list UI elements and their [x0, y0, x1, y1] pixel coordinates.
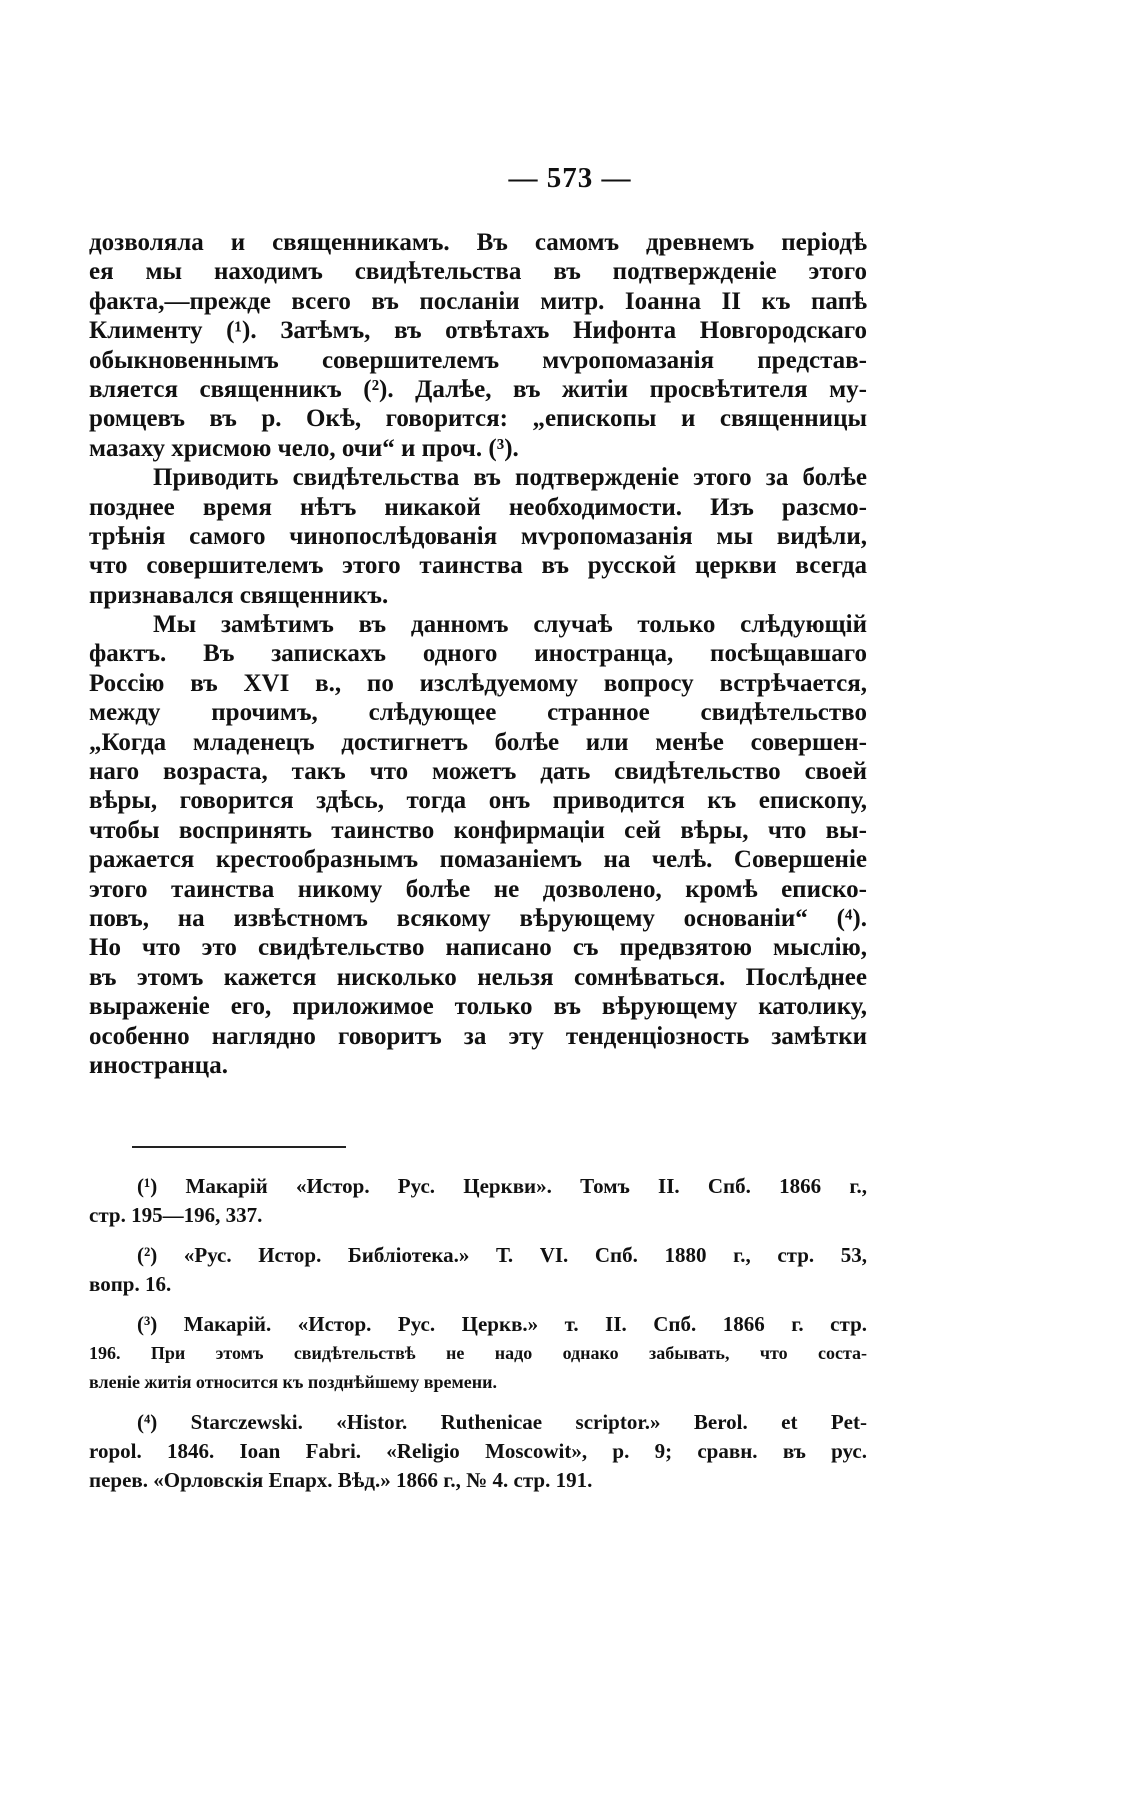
footnotes: [89, 1172, 867, 1506]
text-line: Приводить свидѣтельства въ подтвержденіе этого за болѣе: [153, 464, 867, 492]
text-line: фактъ. Въ запискахъ одного иностранца, посѣщавшаго: [89, 640, 867, 668]
text-line: между прочимъ, слѣдующее странное свидѣтельство: [89, 699, 867, 727]
footnote-line: стр. 195—196, 337.: [89, 1203, 263, 1227]
text-line: трѣнія самого чинопослѣдованія мѵропомазанія мы видѣли,: [89, 522, 867, 550]
text-line: ромцевъ въ р. Окѣ, говорится: „епископы и священницы: [89, 405, 867, 433]
text-line: ея мы находимъ свидѣтельства въ подтвержденіе этого: [89, 258, 867, 286]
footnote-line: вленіе житія относится къ позднѣйшему времени.: [89, 1372, 498, 1392]
paragraph: [89, 228, 867, 463]
text-line: повъ, на извѣстномъ всякому вѣрующему основаніи“ (⁴).: [89, 904, 867, 932]
footnote-line: (²) «Рус. Истор. Библіотека.» Т. VI. Спб. 1880 г., стр. 53,: [137, 1243, 867, 1267]
paragraph: [89, 610, 867, 1080]
text-line: ражается крестообразнымъ помазаніемъ на челѣ. Совершеніе: [89, 846, 867, 874]
text-line: особенно наглядно говоритъ за эту тенденціозность замѣтки: [89, 1022, 867, 1050]
text-line: этого таинства никому болѣе не дозволено, кромѣ еписко-: [89, 875, 867, 903]
footnote-line: (³) Макарій. «Истор. Рус. Церкв.» т. II. Спб. 1866 г. стр.: [137, 1312, 867, 1336]
main-text: [89, 228, 867, 1080]
footnote-line: 196. При этомъ свидѣтельствѣ не надо однако забывать, что соста-: [89, 1343, 867, 1363]
text-line: иностранца.: [89, 1051, 228, 1079]
text-line: чтобы воспринять таинство конфирмаціи сей вѣры, что вы-: [89, 816, 867, 844]
text-line: наго возраста, такъ что можетъ дать свидѣтельство своей: [89, 758, 867, 786]
text-line: факта,—прежде всего въ посланіи митр. Іоанна II къ папѣ: [89, 287, 867, 315]
text-line: Клименту (¹). Затѣмъ, въ отвѣтахъ Нифонта Новгородскаго: [89, 317, 867, 345]
text-line: мазаху хрисмою чело, очи“ и проч. (³).: [89, 434, 519, 462]
text-line: въ этомъ кажется нисколько нельзя сомнѣваться. Послѣднее: [89, 963, 867, 991]
footnote: [89, 1408, 867, 1495]
footnote: [89, 1172, 867, 1230]
footnote-line: (⁴) Starczewski. «Histor. Ruthenicae scriptor.» Berol. et Pet-: [137, 1410, 867, 1434]
text-line: обыкновеннымъ совершителемъ мѵропомазанія представ-: [89, 346, 867, 374]
text-line: признавался священникъ.: [89, 581, 389, 609]
footnote-separator: [132, 1146, 346, 1148]
footnote-line: (¹) Макарій «Истор. Рус. Церкви». Томъ II. Спб. 1866 г.,: [137, 1174, 867, 1198]
page-number: — 573 —: [508, 162, 632, 194]
text-line: Но что это свидѣтельство написано съ предвзятою мыслію,: [89, 934, 867, 962]
footnote-line: перев. «Орловскія Епарх. Вѣд.» 1866 г., № 4. стр. 191.: [89, 1468, 593, 1492]
text-line: позднее время нѣтъ никакой необходимости. Изъ разсмо-: [89, 493, 867, 521]
paragraph: [89, 463, 867, 610]
text-line: вляется священникъ (²). Далѣе, въ житіи просвѣтителя му-: [89, 375, 867, 403]
footnote: [89, 1310, 867, 1397]
text-line: Россію въ XVI в., по изслѣдуемому вопросу встрѣчается,: [89, 669, 867, 697]
text-line: Мы замѣтимъ въ данномъ случаѣ только слѣдующій: [153, 611, 867, 639]
text-line: дозволяла и священникамъ. Въ самомъ древнемъ періодѣ: [89, 229, 867, 256]
text-line: выраженіе его, приложимое только въ вѣрующему католику,: [89, 993, 867, 1021]
text-line: „Когда младенецъ достигнетъ болѣе или менѣе совершен-: [89, 728, 867, 756]
footnote-line: вопр. 16.: [89, 1272, 172, 1296]
text-line: что совершителемъ этого таинства въ русской церкви всегда: [89, 552, 867, 580]
footnote-line: ropol. 1846. Ioan Fabri. «Religio Moscowit», p. 9; сравн. въ рус.: [89, 1439, 867, 1463]
text-line: вѣры, говорится здѣсь, тогда онъ приводится къ епископу,: [89, 787, 867, 815]
footnote: [89, 1241, 867, 1299]
